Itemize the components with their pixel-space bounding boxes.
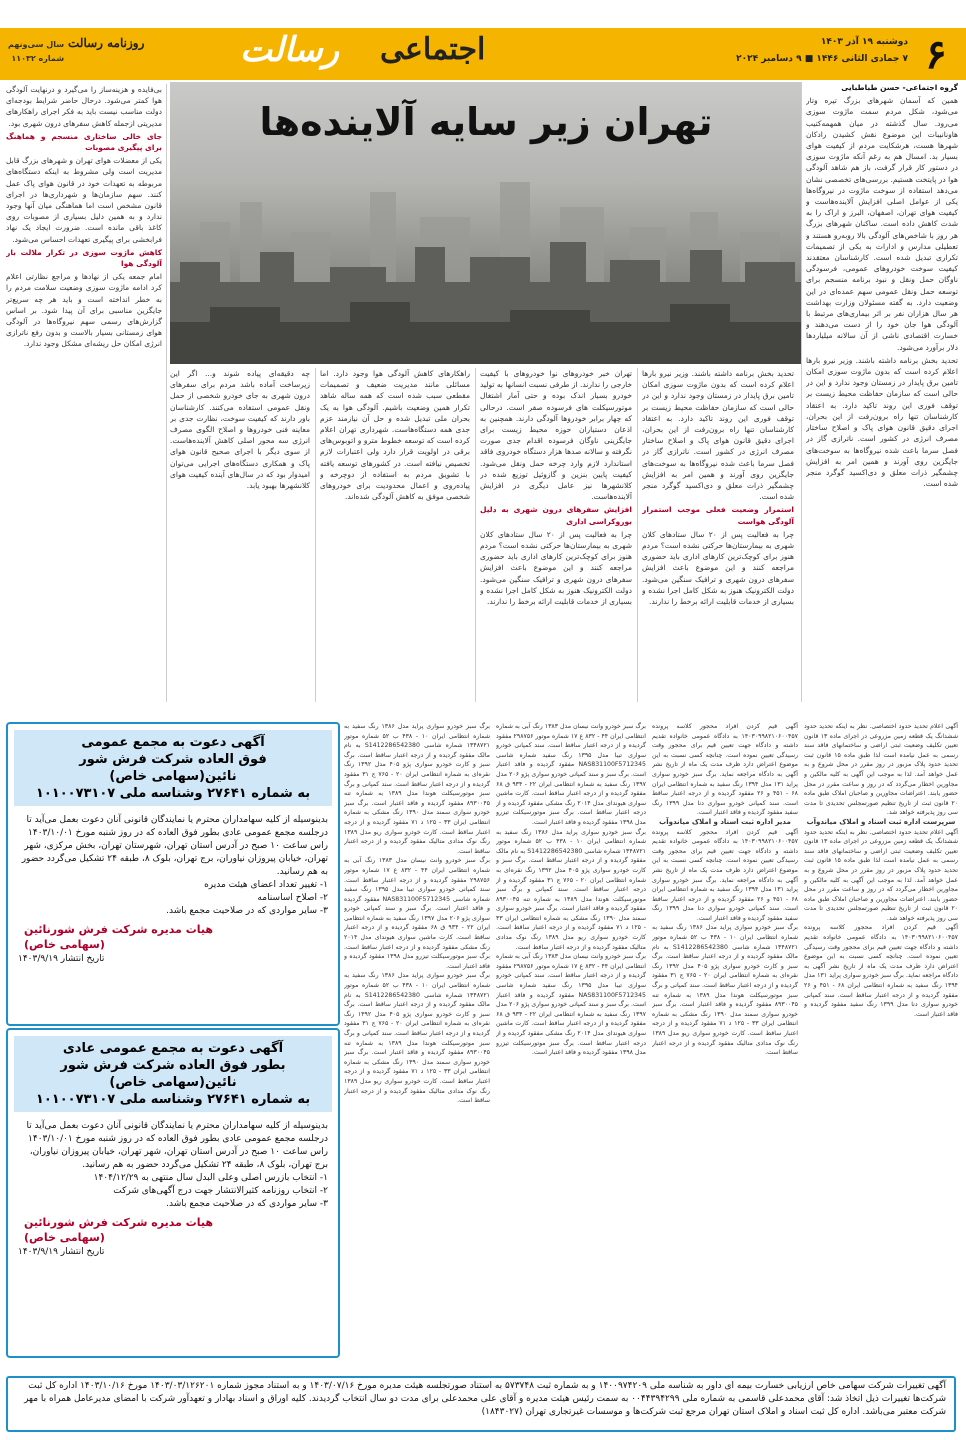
ad-signature — [8, 1213, 338, 1247]
ad-title-line-1: آگهی دعوت به مجمع عمومی — [81, 735, 265, 750]
left-column-text: بی‌فایده و هزینه‌ساز را می‌گیرد و درنهایت آلودگی هوا کمتر می‌شود. درحال حاضر شرایط بودجه‌ای دولت مناسب نیست باید به فکر اجرای راهکارهای مدیریتی ازجمله کاهش سفرهای درون شهری بود. — [6, 85, 162, 128]
column-divider — [637, 368, 638, 702]
notices-text-b: برگ سبز خودرو وانت نیسان مدل ۱۳۸۳ رنگ آبی به شماره انتظامی ایران ۴۴ - ۸۳۲ ع ۱۷ شماره موتور ۲۹۸۷۵۶ مفقود گردیده و از درجه اعتبار ساقط است. سند کمپانی خودرو سواری تیبا مدل ۱۳۹۵ رنگ سفید شماره شاسی NAS831100F5712345 مفقود گردیده و فاقد اعتبار است. برگ سبز و سند کمپانی خودرو سواری پژو ۲۰۶ مدل ۱۳۹۷ رنگ سفید به شماره انتظامی ایران ۲۲ - ۹۳۴ ق ۶۸ مفقود گردیده و از درجه اعتبار ساقط است. کارت ماشین سواری هیوندای مدل ۲۰۱۴ رنگ مشکی مفقود گردیده و از درجه اعتبار ساقط است. برگ سبز موتورسیکلت تیزرو مدل ۱۳۹۸ مفقود گردیده و فاقد اعتبار است. — [496, 723, 646, 826]
ad-title-line-1: آگهی دعوت به مجمع عمومی عادی — [62, 1041, 284, 1056]
ad-agenda-3: ۳- سایر مواردی که در صلاحیت مجمع باشد. — [166, 906, 328, 916]
bottom-notice-text: آگهی تغییرات شرکت سهامی خاص ارزیابی خسارت بیمه ای داور به شناسه ملی ۱۴۰۰۹۷۴۲۰۹ و به شماره ثبت ۵۷۳۷۴۸ به استناد صورتجلسه هیئت مدیره مورخ ۱۴۰۳/۰۷/۱۶ و به استناد مجوز شماره ۱۴۰۳/۰۳/۱۲۶۲۰۱ مورخ ۱۴۰۳/۱۰/۱۶ اداره کل ثبت شرکت‌ها تغییرات ذیل اتخاذ شد: آقای محمدعلی قاسمی به شماره ملی ۰۰۴۴۳۹۴۲۹۹ به سمت رئیس هیئت مدیره و آقای علی محمدعلی برای مدت دو سال انتخاب گردیدند. کلیه اوراق و اسناد بهادار و تعهدآور شرکت با امضای مدیرعامل همراه با مهر شرکت معتبر می‌باشد. اداره کل ثبت اسناد و املاک استان تهران مرجع ثبت شرکت‌ها و موسسات غیرتجاری تهران (۱۸۴۳۰۲۷) — [24, 1381, 946, 1417]
ad-agenda-1: ۱- تغییر تعداد اعضای هیئت مدیره — [204, 880, 328, 890]
ad-title — [14, 730, 332, 806]
ad-signature-line-1: هیات مدیره شرکت فرش شورنائین — [24, 923, 214, 936]
ad-meeting-invite-2 — [6, 1028, 340, 1358]
byline: گروه اجتماعی- حسن طباطبایی — [841, 83, 958, 92]
column-3-text-b: چرا به فعالیت پس از ۲۰ سال ستادهای کلان شهری به بیمارستان‌ها حرکتی نشده است؟ مردم هنوز برای کوچک‌ترین کارهای اداری باید حضوری مراجعه کنند و این موضوع باعث افزایش سفرهای درون شهری و ترافیک سنگین می‌شود. دولت الکترونیک هنوز به شکل کامل اجرا نشده و بسیاری از خدمات قابلیت ارائه برخط را ندارند. — [480, 529, 632, 607]
article-column-5 — [170, 368, 310, 702]
issue-info — [8, 38, 64, 66]
column-2-text: تحدید بخش برنامه داشته باشند. وزیر نیرو بارها اعلام کرده است که بدون ماژوت سوزی امکان تامین برق پایدار در زمستان وجود ندارد و این در حالی است که سازمان حفاظت محیط زیست بر توقف فوری این روند تاکید دارد. به اعتقاد کارشناسان تنها راه برون‌رفت از این بحران، اجرای دقیق قانون هوای پاک و اصلاح ساختار مصرف انرژی در کشور است. ناترازی گاز در فصل سرما باعث شده نیروگاه‌ها به سوخت‌های جایگزین روی آورند و همین امر به افزایش چشمگیر ذرات معلق و دی‌اکسید گوگرد منجر شده است. — [642, 369, 794, 502]
date-persian: دوشنبه ۱۹ آذر ۱۴۰۳ — [820, 37, 908, 47]
page-header — [0, 28, 966, 80]
ad-title-line-3: نائین(سهامی خاص) — [109, 1075, 237, 1090]
column-divider — [475, 368, 476, 702]
main-headline: تهران زیر سایه آلاینده‌ها — [259, 100, 713, 144]
notices-text-c: آگهی قیم کردن افراد محجور کلاسه پرونده ۱۴۰۳۰۹۹۸۲۱۰۶۰۰۴۵۷ به دادگاه عمومی خانواده تقدیم داشته و دادگاه جهت تعیین قیم برای محجور وقت رسیدگی تعیین نموده است. چنانچه کسی نسبت به این موضوع اعتراض دارد ظرف مدت یک ماه از تاریخ نشر آگهی به دادگاه مراجعه نماید. برگ سبز خودرو سواری پراید ۱۳۱ مدل ۱۳۹۴ رنگ سفید به شماره انتظامی ایران ۶۸ - ۴۵۱ و ۲۶ مفقود گردیده و از درجه اعتبار ساقط است. سند کمپانی خودرو سواری دنا مدل ۱۳۹۹ رنگ سفید مفقود گردیده و فاقد اعتبار است. — [652, 723, 798, 817]
smog-city-photo — [170, 82, 802, 364]
column-divider — [315, 368, 316, 702]
ad-body-text: بدینوسیله از کلیه سهامداران محترم یا نمایندگان قانونی آنان دعوت بعمل می‌آید تا درجلسه مجمع عمومی عادی بطور فوق العاده که در روز شنبه مورخ ۱۴۰۳/۱۰/۰۱ راس ساعت ۱۰ صبح در آدرس استان تهران، شهرستان تهران، بخش مرکزی، شهر تهران، خیابان پیروزان نیاوران، برج تهران، بلوک ۸، طبقه ۲۴ تشکیل می‌گردد حضور به هم رسانید. — [21, 815, 328, 877]
notices-text-a-repeat-3: برگ سبز خودرو سواری پراید مدل ۱۳۸۶ رنگ سفید به شماره انتظامی ایران ۱۰ - ۴۳۸ ب ۵۲ شماره موتور ۱۳۴۸۷۲۱ شماره شاسی S1412286542380 به نام مالک مفقود گردیده و از درجه اعتبار ساقط است. برگ سبز و کارت خودرو سواری پژو ۴۰۵ مدل ۱۳۹۲ رنگ نقره‌ای به شماره انتظامی ایران ۲۰ - ۷۶۵ ج ۳۱ مفقود گردیده و از درجه اعتبار ساقط است. سند کمپانی و برگ سبز موتورسیکلت هوندا مدل ۱۳۸۹ به شماره تنه ۸۹۳۰۰۴۵ مفقود گردیده و فاقد اعتبار است. برگ سبز خودرو سواری سمند مدل ۱۳۹۰ رنگ مشکی به شماره انتظامی ایران ۳۳ - ۱۲۵ د ۷۱ مفقود گردیده و از درجه اعتبار ساقط است. کارت خودرو سواری ریو مدل ۱۳۸۹ رنگ نوک مدادی متالیک مفقود گردیده و از درجه اعتبار ساقط است. — [652, 924, 798, 1057]
ad-publish-date: تاریخ انتشار ۱۴۰۳/۹/۱۹ — [18, 954, 105, 964]
right-column-subheading: استمرار وضعیت فعلی موجب استمرار آلودگی هواست — [642, 505, 794, 526]
date-block — [736, 34, 908, 68]
ad-publish-date: تاریخ انتشار ۱۴۰۳/۹/۱۹ — [18, 1247, 105, 1257]
bottom-company-notice — [6, 1376, 956, 1432]
ad-signature-line-2: (سهامی خاص) — [24, 1231, 105, 1244]
ad-body-text: بدینوسیله از کلیه سهامداران محترم یا نمایندگان قانونی آنان دعوت بعمل می‌آید تا درجلسه مجمع عمومی عادی بطور فوق العاده که در روز شنبه مورخ ۱۴۰۳/۱۰/۰۱ راس ساعت ۱۰ صبح در آدرس استان تهران، شهر تهران، خیابان پیروزان نیاوران، برج تهران، بلوک ۸، طبقه ۲۴ تشکیل می‌گردد حضور به هم رسانید. — [26, 1121, 328, 1170]
ad-signature — [8, 920, 338, 954]
notices-text-d: آگهی اعلام تحدید حدود اختصاصی. نظر به اینکه تحدید حدود ششدانگ یک قطعه زمین مزروعی در اجرای ماده ۱۳ قانون تعیین تکلیف وضعیت ثبتی اراضی و ساختمانهای فاقد سند رسمی به عمل نیامده است لذا طبق ماده ۱۵ قانون ثبت تحدید حدود پلاک مزبور در روز مقرر در محل شروع و به عمل خواهد آمد. لذا به موجب این آگهی به کلیه مالکین و مجاورین اخطار می‌گردد که در روز و ساعت مقرر در محل حضور یابند. اعتراضات مجاورین و صاحبان املاک طبق ماده ۲۰ قانون ثبت از تاریخ تنظیم صورتمجلس تحدیدی تا مدت سی روز پذیرفته خواهد شد. — [804, 723, 958, 817]
ad-title-line-4: به شماره ۲۷۶۴۱ وشناسه ملی ۱۰۱۰۰۷۳۱۰۷ — [35, 786, 311, 801]
article-right-column — [806, 82, 958, 702]
notices-signature-c: مدیر اداره ثبت اسناد و املاک میاندوآب — [659, 817, 791, 826]
issue-number: شماره ۱۱۰۳۲ — [11, 54, 65, 63]
notices-text-d-repeat: آگهی اعلام تحدید حدود اختصاصی. نظر به اینکه تحدید حدود ششدانگ یک قطعه زمین مزروعی در اجرای ماده ۱۳ قانون تعیین تکلیف وضعیت ثبتی اراضی و ساختمانهای فاقد سند رسمی به عمل نیامده است لذا طبق ماده ۱۵ قانون ثبت تحدید حدود پلاک مزبور در روز مقرر در محل شروع و به عمل خواهد آمد. لذا به موجب این آگهی به کلیه مالکین و مجاورین اخطار می‌گردد که در روز و ساعت مقرر در محل حضور یابند. اعتراضات مجاورین و صاحبان املاک طبق ماده ۲۰ قانون ثبت از تاریخ تنظیم صورتمجلس تحدیدی تا مدت سی روز پذیرفته خواهد شد. — [804, 828, 958, 922]
ad-signature-line-1: هیات مدیره شرکت فرش شورنائین — [24, 1216, 214, 1229]
article-column-2 — [642, 368, 794, 702]
notices-text-a: برگ سبز خودرو سواری پراید مدل ۱۳۸۶ رنگ سفید به شماره انتظامی ایران ۱۰ - ۴۳۸ ب ۵۲ شماره موتور ۱۳۴۸۷۲۱ شماره شاسی S1412286542380 به نام مالک مفقود گردیده و از درجه اعتبار ساقط است. برگ سبز و کارت خودرو سواری پژو ۴۰۵ مدل ۱۳۹۲ رنگ نقره‌ای به شماره انتظامی ایران ۲۰ - ۷۶۵ ج ۳۱ مفقود گردیده و از درجه اعتبار ساقط است. سند کمپانی و برگ سبز موتورسیکلت هوندا مدل ۱۳۸۹ به شماره تنه ۸۹۳۰۰۴۵ مفقود گردیده و فاقد اعتبار است. برگ سبز خودرو سواری سمند مدل ۱۳۹۰ رنگ مشکی به شماره انتظامی ایران ۳۳ - ۱۲۵ د ۷۱ مفقود گردیده و از درجه اعتبار ساقط است. کارت خودرو سواری ریو مدل ۱۳۸۹ رنگ نوک مدادی متالیک مفقود گردیده و از درجه اعتبار ساقط است. — [344, 723, 490, 855]
article-left-column — [6, 84, 162, 702]
date-other: ۷ جمادی الثانی ۱۴۴۶ ■ ۹ دسامبر ۲۰۲۴ — [736, 54, 908, 64]
notices-text-c-repeat: آگهی قیم کردن افراد محجور کلاسه پرونده ۱۴۰۳۰۹۹۸۲۱۰۶۰۰۴۵۷ به دادگاه عمومی خانواده تقدیم داشته و دادگاه جهت تعیین قیم برای محجور وقت رسیدگی تعیین نموده است. چنانچه کسی نسبت به این موضوع اعتراض دارد ظرف مدت یک ماه از تاریخ نشر آگهی به دادگاه مراجعه نماید. برگ سبز خودرو سواری پراید ۱۳۱ مدل ۱۳۹۴ رنگ سفید به شماره انتظامی ایران ۶۸ - ۴۵۱ و ۲۶ مفقود گردیده و از درجه اعتبار ساقط است. سند کمپانی خودرو سواری دنا مدل ۱۳۹۹ رنگ سفید مفقود گردیده و فاقد اعتبار است. — [652, 828, 798, 922]
column-3-text: تهران خبر خودروهای نوا خودروهای با کیفیت خارجی را ندارند. از طرفی نسبت انسانها به تولید خودرو بسیار اندک بوده و حتی آمار اشتغال موتورسیکلت های فرسوده صفر است. درحالی که چهار برابر خودروها آلودگی دارند. همچنین به اذعان دستیاران حوزه محیط زیست برای جایگزینی ناوگان فرسوده اقدام جدی صورت نگرفته و سالانه صدها هزار دستگاه خودروی فاقد استاندارد لازم وارد چرخه حمل ونقل می‌شود. کیفیت پایین بنزین و گازوئیل توزیع شده در کلانشهرها نیز عامل دیگری در افزایش آلاینده‌هاست. — [480, 369, 632, 502]
notices-text-a-repeat: برگ سبز خودرو سواری پراید مدل ۱۳۸۶ رنگ سفید به شماره انتظامی ایران ۱۰ - ۴۳۸ ب ۵۲ شماره موتور ۱۳۴۸۷۲۱ شماره شاسی S1412286542380 به نام مالک مفقود گردیده و از درجه اعتبار ساقط است. برگ سبز و کارت خودرو سواری پژو ۴۰۵ مدل ۱۳۹۲ رنگ نقره‌ای به شماره انتظامی ایران ۲۰ - ۷۶۵ ج ۳۱ مفقود گردیده و از درجه اعتبار ساقط است. سند کمپانی و برگ سبز موتورسیکلت هوندا مدل ۱۳۸۹ به شماره تنه ۸۹۳۰۰۴۵ مفقود گردیده و فاقد اعتبار است. برگ سبز خودرو سواری سمند مدل ۱۳۹۰ رنگ مشکی به شماره انتظامی ایران ۳۳ - ۱۲۵ د ۷۱ مفقود گردیده و از درجه اعتبار ساقط است. کارت خودرو سواری ریو مدل ۱۳۸۹ رنگ نوک مدادی متالیک مفقود گردیده و از درجه اعتبار ساقط است. — [344, 972, 490, 1105]
ad-title — [14, 1036, 332, 1112]
section-title: اجتماعی — [380, 32, 486, 67]
article-column-4 — [320, 368, 470, 702]
ad-agenda-1: ۱- انتخاب بازرس اصلی وعلی البدل سال منتهی به ۱۴۰۴/۱۲/۲۹ — [93, 1173, 328, 1183]
article-column-3 — [480, 368, 632, 702]
notices-column-c — [652, 722, 798, 1368]
left-column-text-c: امام جمعه یکی از نهادها و مراجع نظارتی اعلام کرد ادامه ماژوت سوزی وضعیت سلامت مردم را به خطر انداخته است و باید هر چه سریع‌تر جایگزین مناسبی برای آن پیدا شود. بر اساس گزارش‌های رسمی سهم نیروگاه‌ها در آلودگی هوای زمستانی بسیار بالاست و بدون رفع ناترازی انرژی امکان حل ریشه‌ای مشکل وجود ندارد. — [6, 272, 162, 349]
newspaper-logo: رسالت — [240, 30, 340, 70]
mini-logo: روزنامه رسالت — [68, 36, 145, 50]
column-divider — [166, 84, 167, 702]
notices-column-d — [804, 722, 958, 1368]
right-column-text: همین که آسمان شهرهای بزرگ تیره وتار می‌شود، شکل مردم سمت ماژوت سوزی می‌رود. سال گذشته در میان همهمه‌کتیب هاونانیبات این موضوع نقش کشیدن رادکان شهرها هست، هرشکایت مردم از کیفیت هوای بسیار بد. امسال هم به رغم آنکه ماژوت سوزی در دستور کار قرار گرفت، باز هم شاهد آلودگی هوا در پایتخت هستیم. بررسی‌های تخصصی نشان می‌دهد استفاده از سوخت ماژوت در نیروگاه‌ها یکی از عوامل اصلی افزایش آلاینده‌هاست و کیفیت هوای تهران، اصفهان، البرز و اراک را به شدت کاهش داده است. ساکنان شهرهای بزرگ هر روز با شاخص‌های آلودگی بالا روبه‌رو هستند و تعطیلی مدارس و ادارات به یکی از تصمیمات تکراری تبدیل شده است. کارشناسان معتقدند کیفیت سوخت خودروهای عمومی، فرسودگی ناوگان حمل ونقل و نبود برنامه منسجم برای توسعه حمل ونقل عمومی سهم عمده‌ای در این وضعیت دارد. به گفته مسئولان وزارت بهداشت هر سال هزاران نفر بر اثر بیماری‌های مرتبط با آلودگی هوا جان خود را از دست می‌دهند و خسارت اقتصادی ناشی از آن سالانه میلیاردها دلار برآورد می‌شود. — [806, 96, 958, 352]
ad-agenda-3: ۳- سایر مواردی که در صلاحیت مجمع باشد. — [166, 1199, 328, 1209]
left-column-subheading-2: کاهش ماژوت سوزی در تکرار ملالت بار آلودگی هوا — [6, 247, 162, 269]
ad-signature-line-2: (سهامی خاص) — [24, 938, 105, 951]
notices-text-b-repeat: برگ سبز خودرو وانت نیسان مدل ۱۳۸۳ رنگ آبی به شماره انتظامی ایران ۴۴ - ۸۳۲ ع ۱۷ شماره موتور ۲۹۸۷۵۶ مفقود گردیده و از درجه اعتبار ساقط است. سند کمپانی خودرو سواری تیبا مدل ۱۳۹۵ رنگ سفید شماره شاسی NAS831100F5712345 مفقود گردیده و فاقد اعتبار است. برگ سبز و سند کمپانی خودرو سواری پژو ۲۰۶ مدل ۱۳۹۷ رنگ سفید به شماره انتظامی ایران ۲۲ - ۹۳۴ ق ۶۸ مفقود گردیده و از درجه اعتبار ساقط است. کارت ماشین سواری هیوندای مدل ۲۰۱۴ رنگ مشکی مفقود گردیده و از درجه اعتبار ساقط است. برگ سبز موتورسیکلت تیزرو مدل ۱۳۹۸ مفقود گردیده و فاقد اعتبار است. — [344, 857, 490, 970]
ad-agenda-2: ۲- اصلاح اساسنامه — [257, 893, 328, 903]
notices-column-b — [496, 722, 646, 1368]
right-column-text-2: تحدید بخش برنامه داشته باشند. وزیر نیرو بارها اعلام کرده است که بدون ماژوت سوزی امکان تامین برق پایدار در زمستان وجود ندارد و این در حالی است که سازمان حفاظت محیط زیست بر توقف فوری این روند تاکید دارد. به اعتقاد کارشناسان تنها راه برون‌رفت از این بحران، اجرای دقیق قانون هوای پاک و اصلاح ساختار مصرف انرژی در کشور است. ناترازی گاز در فصل سرما باعث شده نیروگاه‌ها به سوخت‌های جایگزین روی آورند و همین امر به افزایش چشمگیر ذرات معلق و دی‌اکسید گوگرد منجر شده است. — [806, 355, 958, 489]
ad-title-line-2: بطور فوق العاده شرکت فرش شور — [60, 1058, 286, 1073]
notices-column-a — [344, 722, 490, 1368]
notices-text-b-repeat-2: برگ سبز خودرو وانت نیسان مدل ۱۳۸۳ رنگ آبی به شماره انتظامی ایران ۴۴ - ۸۳۲ ع ۱۷ شماره موتور ۲۹۸۷۵۶ مفقود گردیده و از درجه اعتبار ساقط است. سند کمپانی خودرو سواری تیبا مدل ۱۳۹۵ رنگ سفید شماره شاسی NAS831100F5712345 مفقود گردیده و فاقد اعتبار است. برگ سبز و سند کمپانی خودرو سواری پژو ۲۰۶ مدل ۱۳۹۷ رنگ سفید به شماره انتظامی ایران ۲۲ - ۹۳۴ ق ۶۸ مفقود گردیده و از درجه اعتبار ساقط است. کارت ماشین سواری هیوندای مدل ۲۰۱۴ رنگ مشکی مفقود گردیده و از درجه اعتبار ساقط است. برگ سبز موتورسیکلت تیزرو مدل ۱۳۹۸ مفقود گردیده و فاقد اعتبار است. — [496, 953, 646, 1057]
issue-year: سال سی‌ونهم — [8, 40, 65, 49]
column-3-subheading: افزایش سفرهای درون شهری به دلیل بوروکراسی اداری — [480, 505, 632, 526]
column-divider — [801, 82, 802, 702]
notices-text-c-repeat-2: آگهی قیم کردن افراد محجور کلاسه پرونده ۱۴۰۳۰۹۹۸۲۱۰۶۰۰۴۵۷ به دادگاه عمومی خانواده تقدیم داشته و دادگاه جهت تعیین قیم برای محجور وقت رسیدگی تعیین نموده است. چنانچه کسی نسبت به این موضوع اعتراض دارد ظرف مدت یک ماه از تاریخ نشر آگهی به دادگاه مراجعه نماید. برگ سبز خودرو سواری پراید ۱۳۱ مدل ۱۳۹۴ رنگ سفید به شماره انتظامی ایران ۶۸ - ۴۵۱ و ۲۶ مفقود گردیده و از درجه اعتبار ساقط است. سند کمپانی خودرو سواری دنا مدل ۱۳۹۹ رنگ سفید مفقود گردیده و فاقد اعتبار است. — [804, 924, 958, 1018]
page-number: ۶ — [925, 30, 947, 78]
ad-title-line-2: فوق العاده شرکت فرش شور — [79, 752, 267, 767]
notices-text-a-repeat-2: برگ سبز خودرو سواری پراید مدل ۱۳۸۶ رنگ سفید به شماره انتظامی ایران ۱۰ - ۴۳۸ ب ۵۲ شماره موتور ۱۳۴۸۷۲۱ شماره شاسی S1412286542380 به نام مالک مفقود گردیده و از درجه اعتبار ساقط است. برگ سبز و کارت خودرو سواری پژو ۴۰۵ مدل ۱۳۹۲ رنگ نقره‌ای به شماره انتظامی ایران ۲۰ - ۷۶۵ ج ۳۱ مفقود گردیده و از درجه اعتبار ساقط است. سند کمپانی و برگ سبز موتورسیکلت هوندا مدل ۱۳۸۹ به شماره تنه ۸۹۳۰۰۴۵ مفقود گردیده و فاقد اعتبار است. برگ سبز خودرو سواری سمند مدل ۱۳۹۰ رنگ مشکی به شماره انتظامی ایران ۳۳ - ۱۲۵ د ۷۱ مفقود گردیده و از درجه اعتبار ساقط است. کارت خودرو سواری ریو مدل ۱۳۸۹ رنگ نوک مدادی متالیک مفقود گردیده و از درجه اعتبار ساقط است. — [496, 828, 646, 951]
ad-title-line-4: به شماره ۲۷۶۴۱ وشناسه ملی ۱۰۱۰۰۷۳۱۰۷ — [35, 1092, 311, 1107]
left-column-text-b: یکی از معضلات هوای تهران و شهرهای بزرگ قابل مدیریت است ولی مشروط به اینکه دستگاه‌های مربوطه به تعهدات خود در قانون هوای پاک عمل کنند. سهم سازمان‌ها و شهرداری‌ها در اجرای قانون مشخص است اما هماهنگی میان آنها وجود ندارد و به همین دلیل بسیاری از مصوبات روی کاغذ باقی مانده است. ضرورت ایجاد یک نهاد فرابخشی برای پیگیری تعهدات احساس می‌شود. — [6, 156, 162, 244]
ad-title-line-3: نائین(سهامی خاص) — [109, 769, 237, 784]
ad-body — [8, 1118, 338, 1213]
column-4-text: راهکارهای کاهش آلودگی هوا وجود دارد. اما مسائلی مانند مدیریت ضعیف و تصمیمات مقطعی سبب شده است که همه ساله شاهد تکرار همین وضعیت باشیم. آلودگی هوا به یک بحران ملی تبدیل شده و حل آن نیازمند عزم جدی همه دستگاه‌هاست. شهرداری تهران اعلام کرده است که توسعه خطوط مترو و اتوبوس‌های برقی در اولویت قرار دارد ولی اعتبارات لازم تخصیص نیافته است. در کشورهای توسعه یافته با تشویق مردم به استفاده از دوچرخه و پیاده‌روی و اعمال محدودیت برای خودروهای شخصی موفق به کاهش آلودگی شده‌اند. — [320, 369, 470, 502]
left-column-subheading-1: جای خالی ساختاری منسجم و هماهنگ برای پیگیری مصوبات — [6, 131, 162, 153]
notices-signature-d: سرپرست اداره ثبت اسناد و املاک میاندوآب — [806, 817, 956, 826]
column-2-text-b: چرا به فعالیت پس از ۲۰ سال ستادهای کلان شهری به بیمارستان‌ها حرکتی نشده است؟ مردم هنوز برای کوچک‌ترین کارهای اداری باید حضوری مراجعه کنند و این موضوع باعث افزایش سفرهای درون شهری و ترافیک سنگین می‌شود. دولت الکترونیک هنوز به شکل کامل اجرا نشده و بسیاری از خدمات قابلیت ارائه برخط را ندارند. — [642, 529, 794, 607]
column-5-text: چه دقیقه‌ای پیاده شوند و... اگر این زیرساخت آماده باشد مردم برای سفرهای درون شهری به جای خودرو شخصی از حمل ونقل عمومی استفاده می‌کنند. کارشناسان باور دارند که کیفیت سوخت، نظارت جدی بر معاینه فنی خودروها و اصلاح الگوی مصرف انرژی سه محور اصلی کاهش آلاینده‌هاست. از سوی دیگر با اجرای صحیح قانون هوای پاک و همکاری دستگاه‌های اجرایی می‌توان امیدوار بود که در سال‌های آینده کیفیت هوای کلانشهرها بهبود یابد. — [170, 369, 310, 491]
ad-body — [8, 812, 338, 920]
ad-meeting-invite-1 — [6, 722, 340, 1026]
ad-agenda-2: ۲- انتخاب روزنامه کثیرالانتشار جهت درج آگهی‌های شرکت — [113, 1186, 328, 1196]
